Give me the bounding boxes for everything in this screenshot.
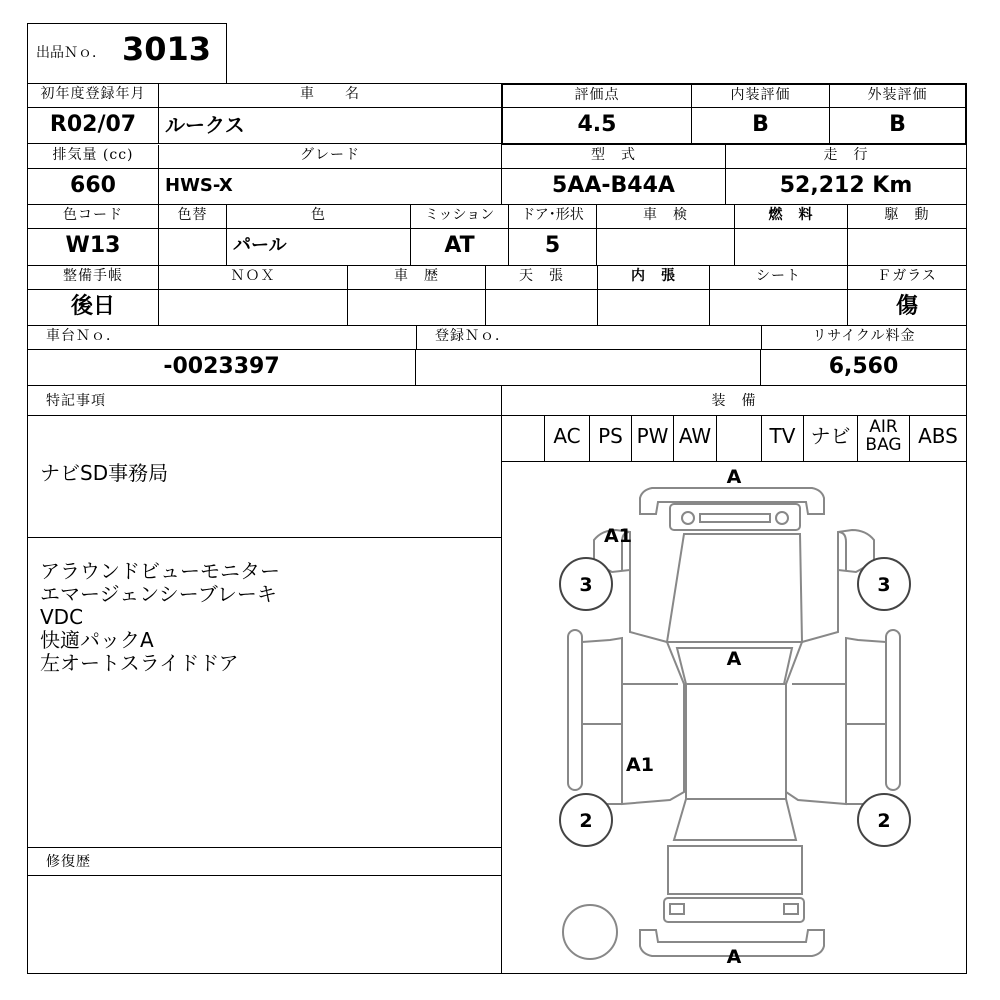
- equipment-item: ナビ: [804, 416, 858, 461]
- equipment-item: AC: [545, 416, 590, 461]
- remarks-label: 特記事項: [28, 386, 502, 416]
- fuel-label: 燃 料: [735, 205, 848, 229]
- grade-value: HWS-X: [159, 169, 502, 205]
- tire-rear-right-mark: 2: [877, 810, 891, 832]
- equipment-item: PS: [590, 416, 632, 461]
- front-mark: A: [726, 466, 742, 488]
- drive-label: 駆 動: [848, 205, 966, 229]
- color-code-value: W13: [28, 229, 159, 266]
- interior-value: B: [692, 108, 830, 144]
- tire-rear-left-mark: 2: [579, 810, 593, 832]
- model-value: 5AA-B44A: [502, 169, 726, 205]
- tire-front-right-mark: 3: [877, 574, 891, 596]
- equipment-item: ABS: [918, 424, 958, 448]
- equipment-item: AIR BAG: [858, 416, 910, 461]
- lot-label: 出品Ｎｏ．: [36, 45, 106, 61]
- score-label: 評価点: [503, 85, 692, 108]
- ceiling-value: [486, 290, 598, 326]
- roof-panel: [686, 684, 786, 799]
- car-name-value: ルークス: [159, 108, 502, 144]
- inner-value: [598, 290, 710, 326]
- equipment-item: PW: [632, 416, 674, 461]
- spare-tire: [563, 905, 617, 959]
- glass-label: Ｆガラス: [848, 266, 966, 290]
- mileage-label: 走 行: [726, 145, 966, 169]
- drive-value: [848, 229, 966, 266]
- inspection-value: [597, 229, 735, 266]
- displacement-value: 660: [28, 169, 159, 205]
- inner-label: 内 張: [598, 266, 710, 290]
- exterior-value: B: [889, 112, 906, 137]
- hood-mark: A: [726, 648, 742, 670]
- seat-value: [710, 290, 848, 326]
- door-label: ドア･形状: [509, 205, 597, 229]
- car-diagram: [502, 462, 966, 973]
- grade-label: グレード: [159, 145, 502, 169]
- mission-label: ミッション: [411, 205, 509, 229]
- history-value: [348, 290, 486, 326]
- equipment-item: [717, 416, 762, 461]
- inspection-label: 車 検: [597, 205, 735, 229]
- nox-label: ＮＯＸ: [159, 266, 348, 290]
- history-label: 車 歴: [348, 266, 486, 290]
- tailgate: [668, 846, 802, 894]
- equipment-item: AW: [674, 416, 717, 461]
- lot-number: 3013: [122, 30, 212, 68]
- fuel-value: [735, 229, 848, 266]
- equipment-item: [502, 416, 545, 461]
- left-pillar-mark: A1: [604, 525, 632, 547]
- reg-label: 登録Ｎｏ．: [416, 326, 761, 350]
- recycle-value: 6,560: [761, 350, 966, 386]
- remarks-top: ナビSD事務局: [40, 461, 169, 485]
- equipment-row: [502, 416, 966, 462]
- mileage-value: 52,212 Km: [726, 169, 966, 205]
- score-value: 4.5: [503, 108, 692, 144]
- first-reg-value: R02/07: [28, 108, 159, 144]
- car-name-label: 車 名: [159, 84, 502, 108]
- remarks-bottom: アラウンドビューモニター エマージェンシーブレーキ VDC 快適パックA 左オートスライドドア: [40, 559, 280, 675]
- chassis-label: 車台Ｎｏ．: [28, 326, 416, 350]
- repair-label: 修復歴: [28, 848, 502, 876]
- model-label: 型 式: [502, 145, 726, 169]
- displacement-label: 排気量 (cc): [28, 145, 159, 169]
- color-value: パール: [227, 229, 411, 266]
- color-code-label: 色コード: [28, 205, 159, 229]
- color-label: 色: [227, 205, 411, 229]
- seat-label: シート: [710, 266, 848, 290]
- rear-window: [674, 799, 796, 840]
- windshield: [667, 534, 802, 642]
- recycle-label: リサイクル料金: [761, 326, 966, 350]
- lot-box: [27, 23, 227, 84]
- interior-label: 内装評価: [692, 85, 830, 108]
- grille: [670, 504, 800, 530]
- repair-value: [28, 876, 502, 973]
- reg-value: [416, 350, 761, 386]
- ceiling-label: 天 張: [486, 266, 598, 290]
- equipment-label: 装 備: [502, 386, 966, 416]
- equipment-item: TV: [762, 416, 804, 461]
- front-bumper: [640, 488, 824, 514]
- chassis-value: -0023397: [28, 350, 416, 386]
- glass-value: 傷: [848, 290, 966, 326]
- nox-value: [159, 290, 348, 326]
- door-value: 5: [509, 229, 597, 266]
- repaint-label: 色替: [159, 205, 227, 229]
- exterior-label: 外装評価: [830, 85, 965, 108]
- left-door-mark: A1: [626, 754, 654, 776]
- service-value: 後日: [28, 290, 159, 326]
- service-label: 整備手帳: [28, 266, 159, 290]
- first-reg-label: 初年度登録年月: [28, 84, 159, 108]
- rear-mark: A: [726, 946, 742, 968]
- mission-value: AT: [411, 229, 509, 266]
- tire-front-left-mark: 3: [579, 574, 593, 596]
- repaint-value: [159, 229, 227, 266]
